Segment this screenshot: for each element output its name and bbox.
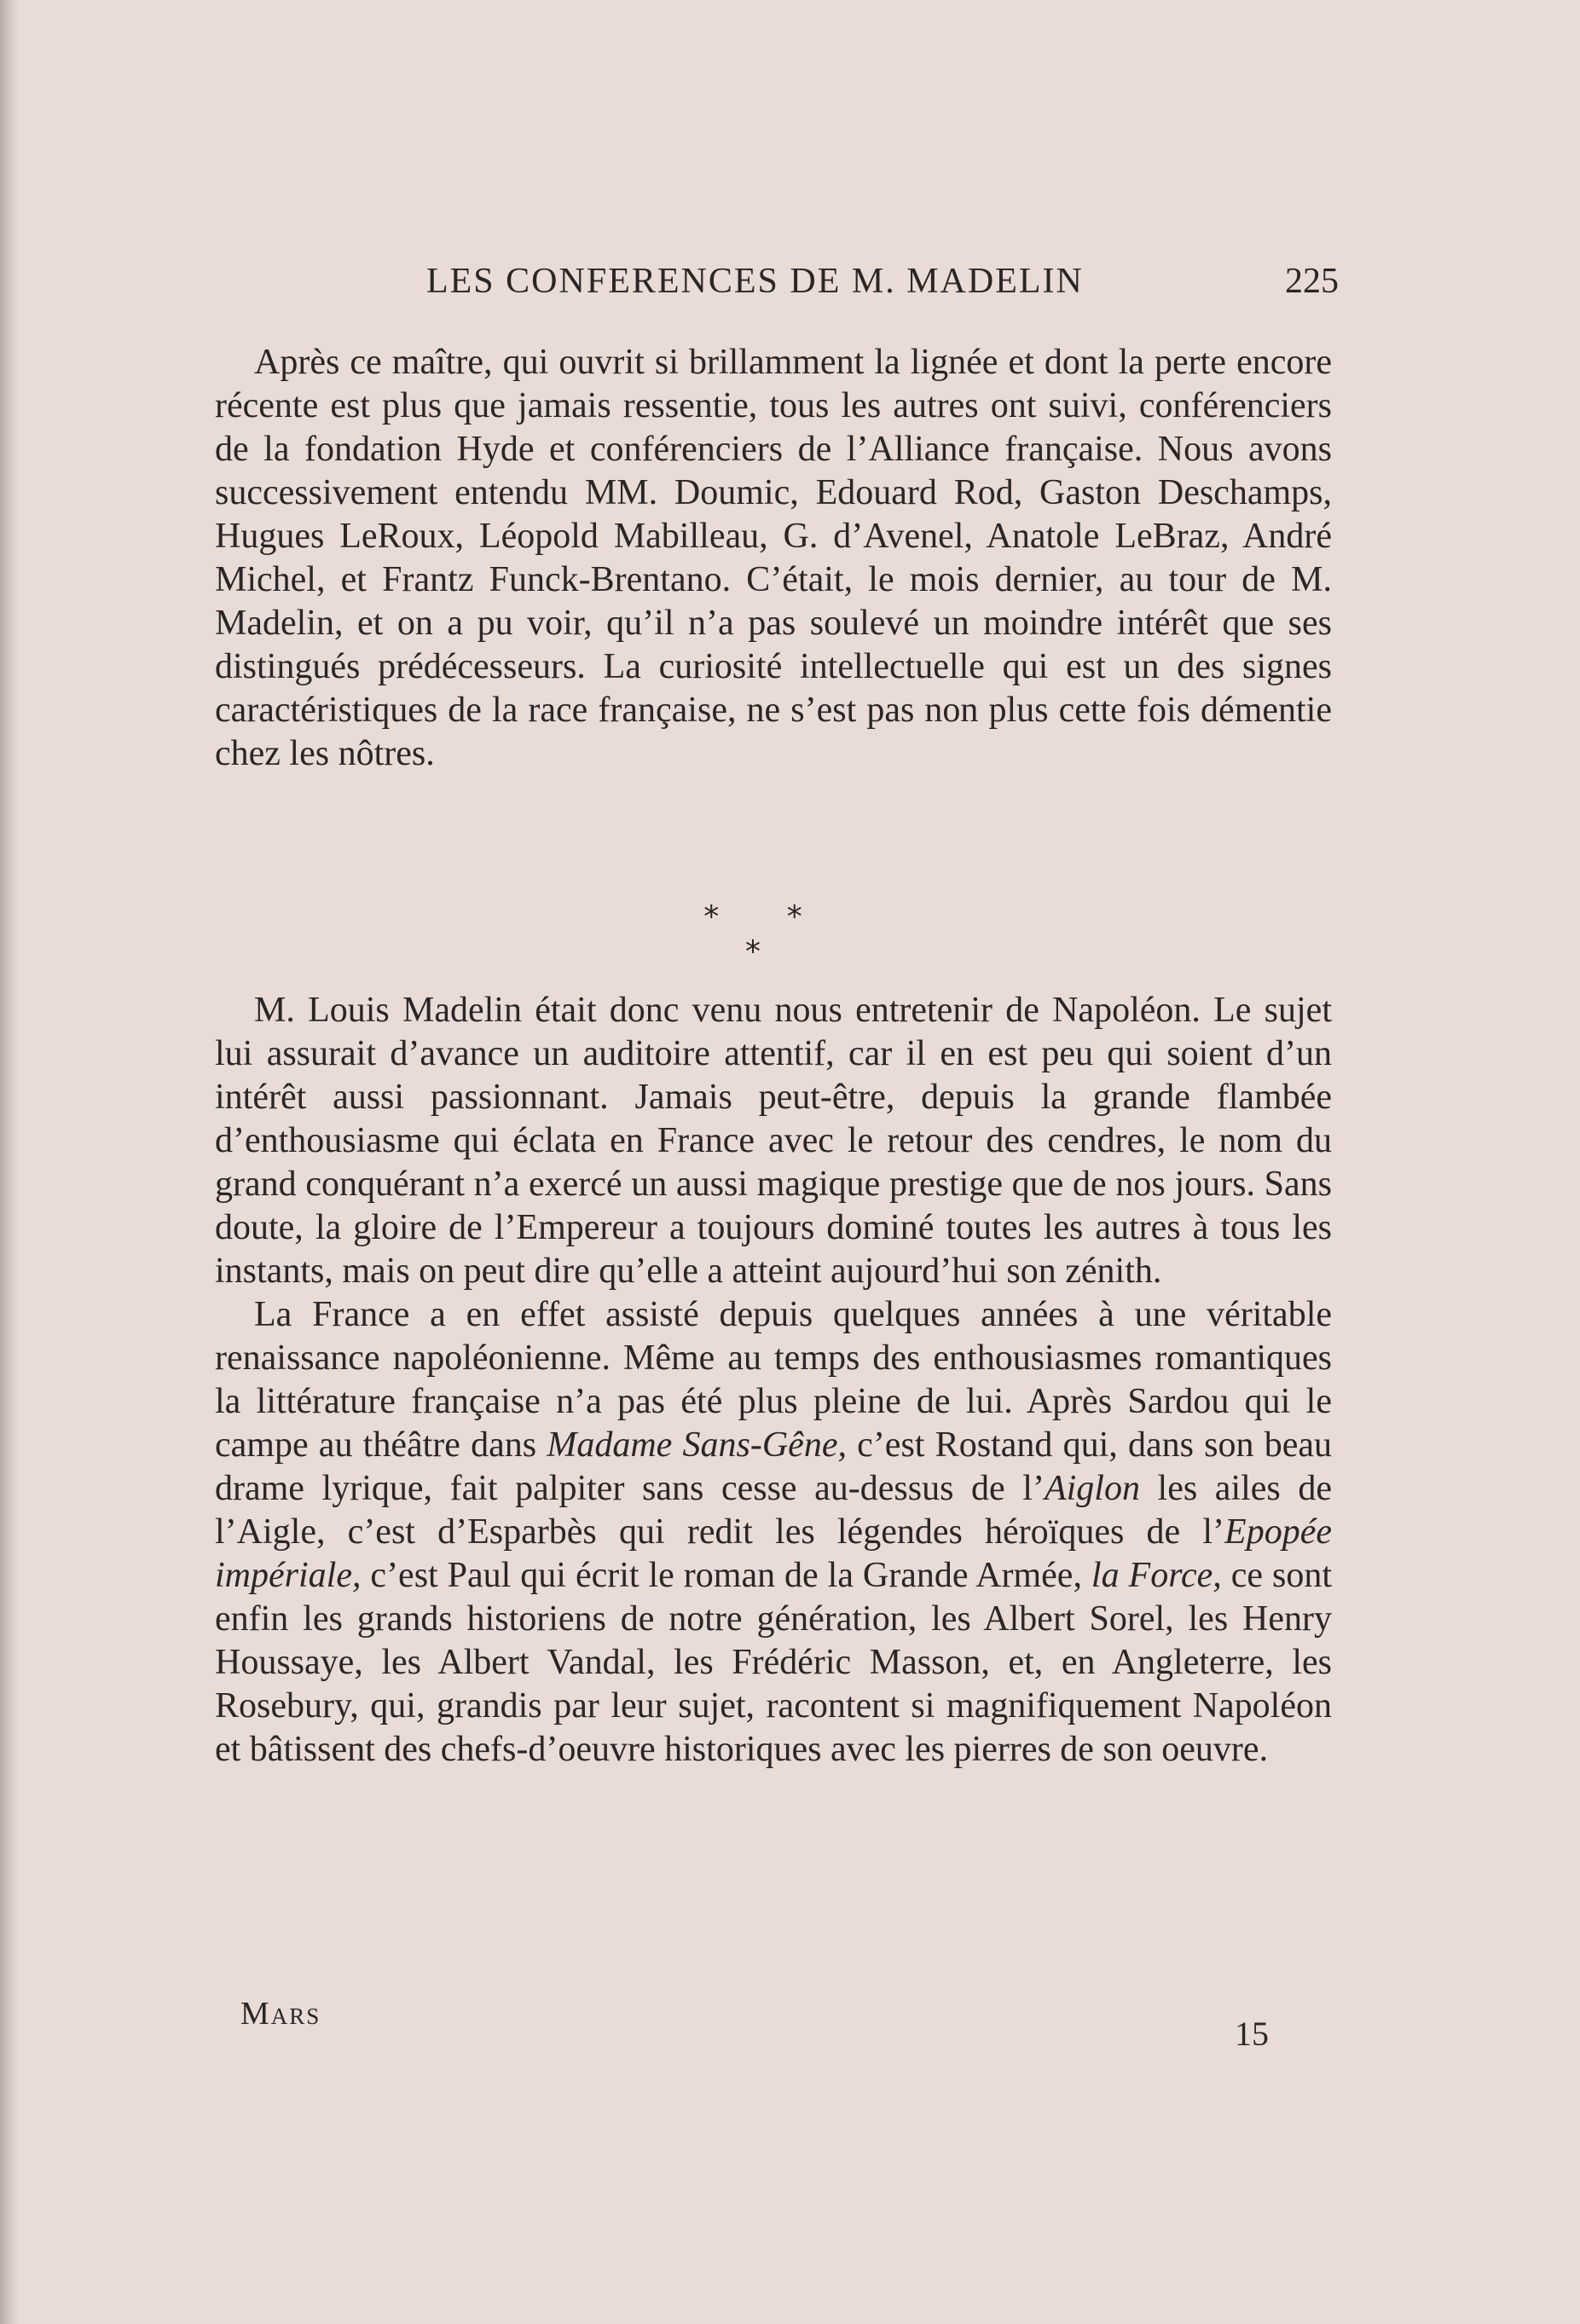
- paragraph-3-text-1: La France a en effet assisté depuis quelques années à une véritable renaissance napoléonienne. Même au temps des enthousiasmes romantiques la littérature française n’a pas été plus pleine de lui. Après Sardou qui le campe au théâtre dans: [215, 1295, 1332, 1465]
- paragraph-3-text-3: les ailes de l’Aigle, c’est d’Esparbès qui redit les légendes héroïques de l’: [215, 1469, 1332, 1552]
- text-block-2: [215, 989, 1332, 1772]
- section-separator: * * *: [703, 899, 831, 969]
- paragraph-3-text-4: c’est Paul qui écrit le roman de la Grande Armée,: [361, 1556, 1091, 1595]
- signature-mark: Mars: [240, 1996, 321, 2032]
- running-title: LES CONFERENCES DE M. MADELIN: [426, 262, 1084, 301]
- title-la-force: la Force,: [1091, 1556, 1222, 1595]
- page-binding-edge: [0, 0, 19, 2324]
- sheet-number: 15: [1235, 2015, 1269, 2053]
- paragraph-1: Après ce maître, qui ouvrit si brillamment la lignée et dont la perte encore récente est plus que jamais ressentie, tous les autres ont suivi, conférenciers de la fondation Hyde et conférenciers de l’Alliance française. Nous avons successivement entendu MM. Doumic, Edouard Rod, Gaston Deschamps, Hugues LeRoux, Léopold Mabilleau, G. d’Avenel, Anatole LeBraz, André Michel, et Frantz Funck-Brentano. C’était, le mois dernier, au tour de M. Madelin, et on a pu voir, qu’il n’a pas soulevé un moindre intérêt que ses distingués prédécesseurs. La curiosité intellectuelle qui est un des signes caractéristiques de la race française, ne s’est pas non plus cette fois démentie chez les nôtres.: [215, 343, 1332, 773]
- paragraph-3-text-5: ce sont enfin les grands historiens de notre génération, les Albert Sorel, les Henry Houssaye, les Albert Vandal, les Frédéric Masson, et, en Angleterre, les Rosebury, qui, grandis par leur sujet, racontent si magnifiquement Napoléon et bâtissent des chefs-d’oeuvre historiques avec les pierres de son oeuvre.: [215, 1556, 1332, 1769]
- title-aiglon: Aiglon: [1044, 1469, 1140, 1508]
- page-number: 225: [1285, 262, 1339, 301]
- paragraph-3: [215, 1293, 1332, 1772]
- title-madame-sans-gene: Madame Sans-Gêne,: [547, 1425, 847, 1465]
- paragraph-2: M. Louis Madelin était donc venu nous entretenir de Napoléon. Le sujet lui assurait d’avance un auditoire attentif, car il en est peu qui soient d’un intérêt aussi passionnant. Jamais peut-être, depuis la grande flambée d’enthousiasme qui éclata en France avec le retour des cendres, le nom du grand conquérant n’a exercé un aussi magique prestige que de nos jours. Sans doute, la gloire de l’Empereur a toujours dominé toutes les autres à tous les instants, mais on peut dire qu’elle a atteint aujourd’hui son zénith.: [215, 991, 1332, 1291]
- title-epopee-imperiale: Epopée impériale,: [215, 1512, 1332, 1595]
- page-header: [426, 261, 1339, 312]
- text-block-1: [215, 341, 1332, 776]
- paragraph-3-text-2: c’est Rostand qui, dans son beau drame lyrique, fait palpiter sans cesse au-dessus de l’: [215, 1425, 1332, 1508]
